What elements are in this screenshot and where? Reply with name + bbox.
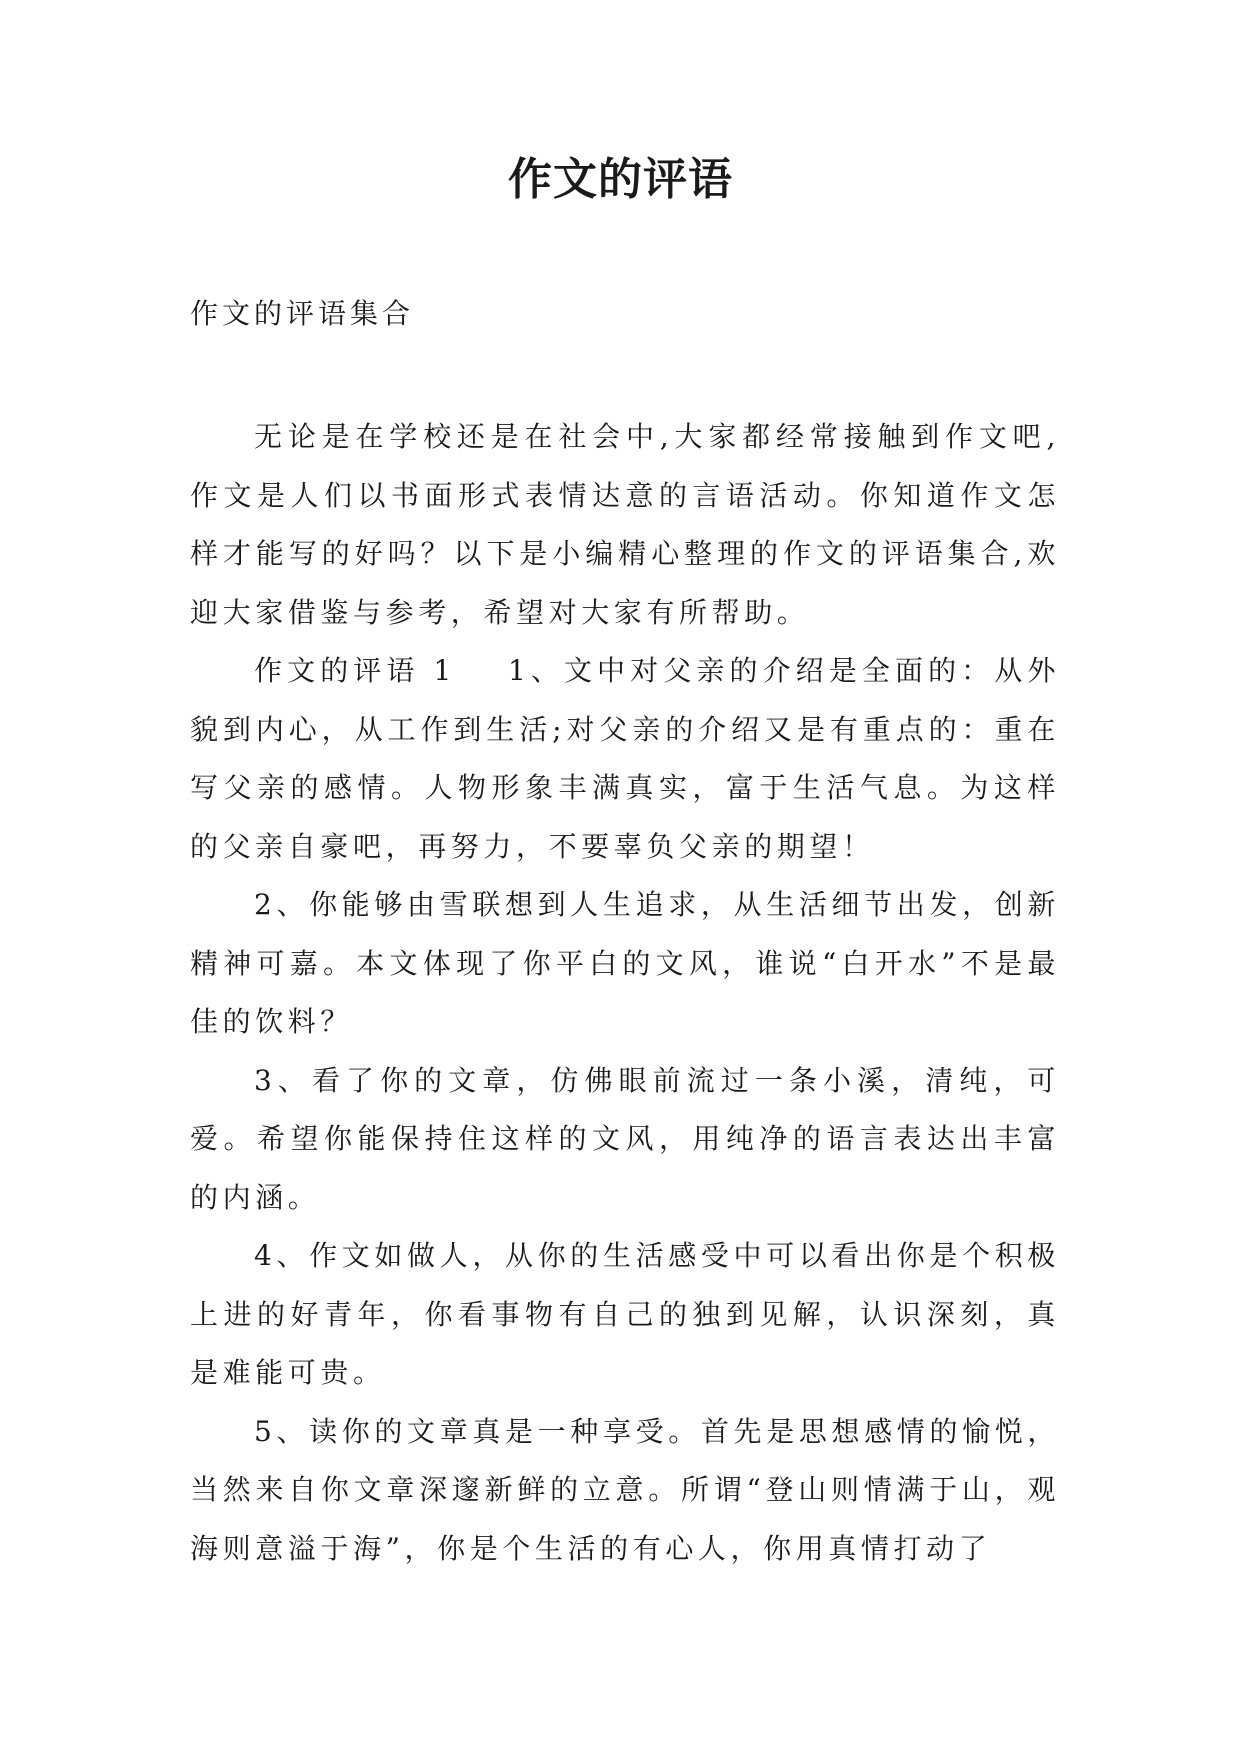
document-body [190, 408, 1060, 1578]
comment-paragraph-1 [190, 642, 1060, 876]
comment-paragraph-4: 4、作文如做人，从你的生活感受中可以看出你是个积极上进的好青年，你看事物有自己的独到见解，认识深刻，真是难能可贵。 [190, 1239, 1060, 1389]
document-title: 作文的评语 [508, 154, 733, 205]
comment-section-label: 作文的评语 1 [254, 654, 456, 687]
comment-1-text: 1、文中对父亲的介绍是全面的：从外貌到内心，从工作到生活;对父亲的介绍又是有重点的：重在写父亲的感情。人物形象丰满真实，富于生活气息。为这样的父亲自豪吧，再努力，不要辜负父亲的期望！ [190, 654, 1060, 863]
comment-paragraph-5: 5、读你的文章真是一种享受。首先是思想感情的愉悦，当然来自你文章深邃新鲜的立意。所谓“登山则情满于山，观海则意溢于海”，你是个生活的有心人，你用真情打动了 [190, 1414, 1060, 1565]
intro-paragraph: 无论是在学校还是在社会中,大家都经常接触到作文吧,作文是人们以书面形式表情达意的言语活动。你知道作文怎样才能写的好吗？以下是小编精心整理的作文的评语集合,欢迎大家借鉴与参考，希望对大家有所帮助。 [190, 420, 1060, 629]
comment-paragraph-3: 3、看了你的文章，仿佛眼前流过一条小溪，清纯，可爱。希望你能保持住这样的文风，用纯净的语言表达出丰富的内涵。 [190, 1063, 1060, 1214]
document-subtitle: 作文的评语集合 [190, 297, 415, 330]
comment-paragraph-2: 2、你能够由雪联想到人生追求，从生活细节出发，创新精神可嘉。本文体现了你平白的文风，谁说“白开水”不是最佳的饮料？ [190, 888, 1060, 1038]
